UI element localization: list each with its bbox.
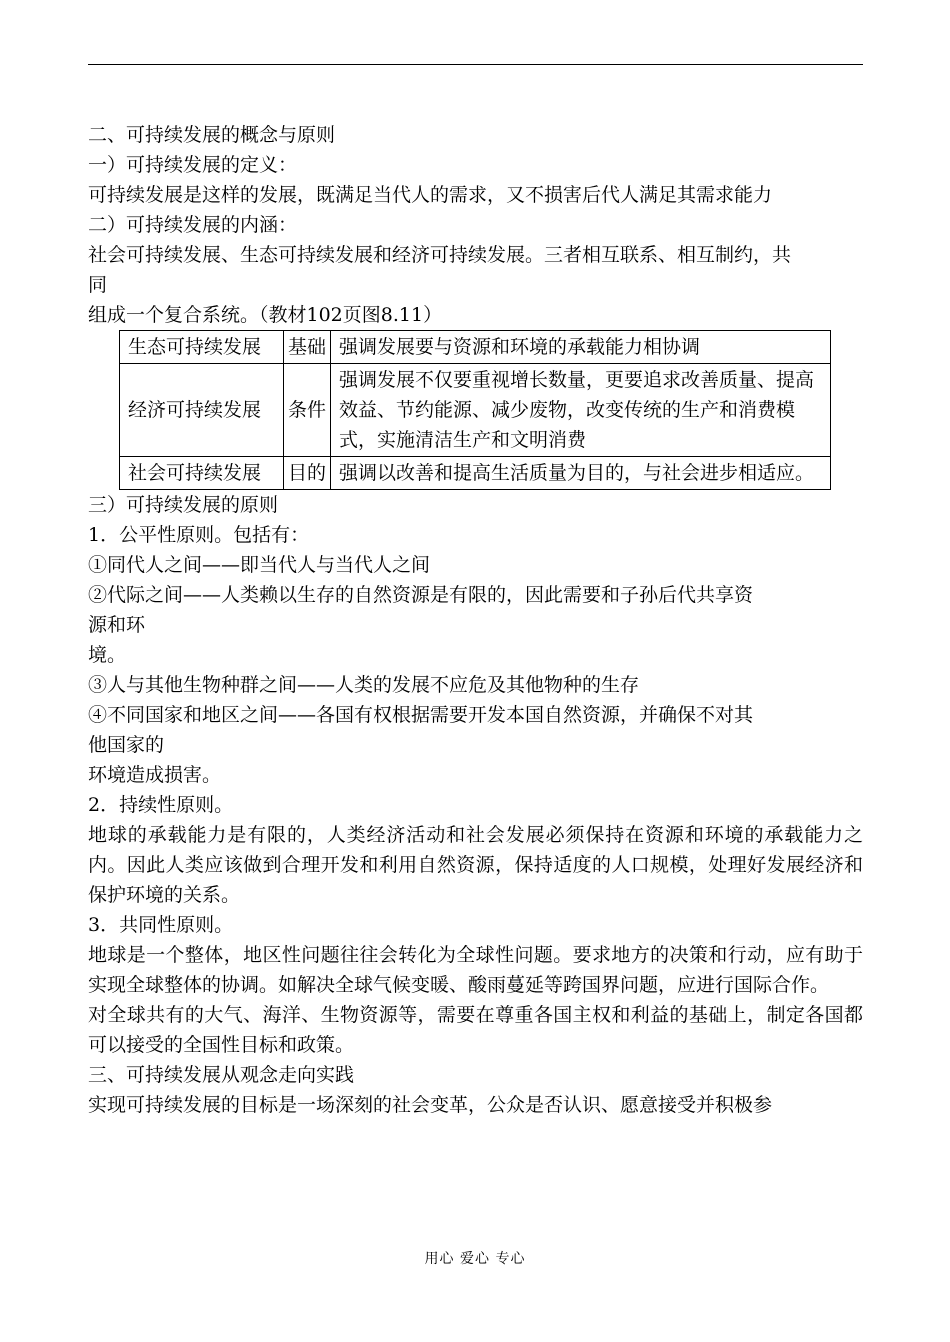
sustainability-paragraph: 地球的承载能力是有限的，人类经济活动和社会发展必须保持在资源和环境的承载能力之内。因此人类应该做到合理开发和利用自然资源，保持适度的人口规模，处理好发展经济和保护环境的关系。 bbox=[88, 824, 863, 906]
table-cell-name: 生态可持续发展 bbox=[120, 331, 284, 364]
header-rule bbox=[88, 64, 863, 65]
commonality-paragraph-1: 地球是一个整体，地区性问题往往会转化为全球性问题。要求地方的决策和行动，应有助于实现全球整体的协调。如解决全球气候变暖、酸雨蔓延等跨国界问题，应进行国际合作。 bbox=[88, 944, 863, 996]
definition-text: 可持续发展是这样的发展，既满足当代人的需求，又不损害后代人满足其需求能力 bbox=[88, 184, 773, 206]
table-cell-name: 经济可持续发展 bbox=[120, 364, 284, 457]
principle-sustainability-heading: 2．持续性原则。 bbox=[88, 794, 234, 816]
table-cell-desc: 强调发展要与资源和环境的承载能力相协调 bbox=[331, 331, 831, 364]
table-cell-role: 基础 bbox=[284, 331, 331, 364]
fairness-item-2-line1: ②代际之间——人类赖以生存的自然资源是有限的，因此需要和子孙后代共享资 bbox=[88, 584, 754, 606]
subheading-principles: 三）可持续发展的原则 bbox=[88, 494, 279, 516]
subheading-definition: 一）可持续发展的定义： bbox=[88, 154, 298, 176]
sustainability-table-wrapper bbox=[119, 330, 831, 490]
fairness-item-4-line3: 环境造成损害。 bbox=[88, 764, 222, 786]
table-cell-name: 社会可持续发展 bbox=[120, 457, 284, 490]
fairness-item-2-line2: 源和环 bbox=[88, 614, 146, 636]
commonality-paragraph-2: 对全球共有的大气、海洋、生物资源等，需要在尊重各国主权和利益的基础上，制定各国都可以接受的全国性目标和政策。 bbox=[88, 1004, 863, 1056]
table-cell-role: 条件 bbox=[284, 364, 331, 457]
sustainability-table bbox=[119, 330, 831, 490]
connotation-text-line1: 社会可持续发展、生态可持续发展和经济可持续发展。三者相互联系、相互制约，共 bbox=[88, 244, 792, 266]
section-heading: 二、可持续发展的概念与原则 bbox=[88, 124, 336, 146]
table-row bbox=[120, 331, 831, 364]
section-heading-practice: 三、可持续发展从观念走向实践 bbox=[88, 1064, 355, 1086]
connotation-text-line2: 同 bbox=[88, 274, 108, 296]
subheading-connotation: 二）可持续发展的内涵： bbox=[88, 214, 298, 236]
principle-commonality-heading: 3．共同性原则。 bbox=[88, 914, 234, 936]
table-cell-desc: 强调发展不仅要重视增长数量，更要追求改善质量、提高效益、节约能源、减少废物，改变传统的生产和消费模式，实施清洁生产和文明消费 bbox=[331, 364, 831, 457]
fairness-item-4-line2: 他国家的 bbox=[88, 734, 165, 756]
practice-text: 实现可持续发展的目标是一场深刻的社会变革，公众是否认识、愿意接受并积极参 bbox=[88, 1094, 773, 1116]
fairness-item-1: ①同代人之间——即当代人与当代人之间 bbox=[88, 554, 431, 576]
connotation-text-line3: 组成一个复合系统。（教材102页图8.11） bbox=[88, 304, 443, 326]
fairness-item-4-line1: ④不同国家和地区之间——各国有权根据需要开发本国自然资源，并确保不对其 bbox=[88, 704, 754, 726]
table-row bbox=[120, 457, 831, 490]
page-footer: 用心 爱心 专心 bbox=[424, 1251, 526, 1267]
fairness-item-3: ③人与其他生物种群之间——人类的发展不应危及其他物种的生存 bbox=[88, 674, 640, 696]
table-cell-role: 目的 bbox=[284, 457, 331, 490]
fairness-item-2-line3: 境。 bbox=[88, 644, 127, 666]
table-row bbox=[120, 364, 831, 457]
document-body bbox=[88, 120, 863, 1120]
principle-fairness-heading: 1．公平性原则。包括有： bbox=[88, 524, 310, 546]
table-cell-desc: 强调以改善和提高生活质量为目的，与社会进步相适应。 bbox=[331, 457, 831, 490]
